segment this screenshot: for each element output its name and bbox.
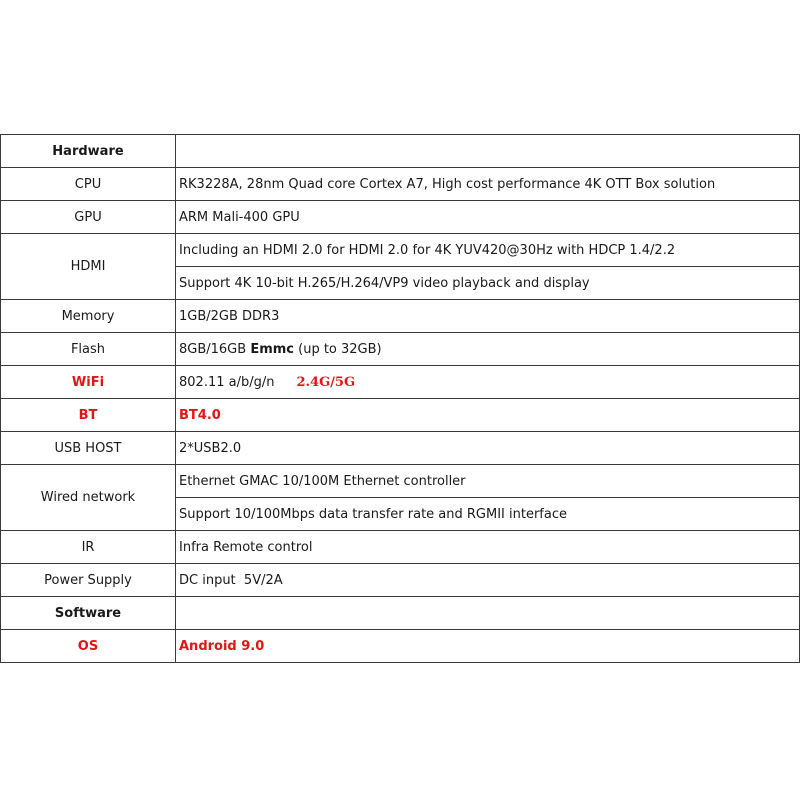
value-flash (176, 333, 800, 366)
value-hdmi-2: Support 4K 10-bit H.265/H.264/VP9 video playback and display (176, 267, 800, 300)
table-row (1, 300, 800, 333)
table-row (1, 630, 800, 663)
table-row (1, 168, 800, 201)
value-os: Android 9.0 (176, 630, 800, 663)
label-memory: Memory (1, 300, 176, 333)
wifi-standard: 802.11 a/b/g/n (179, 374, 275, 390)
label-power: Power Supply (1, 564, 176, 597)
label-cpu: CPU (1, 168, 176, 201)
value-memory: 1GB/2GB DDR3 (176, 300, 800, 333)
value-power: DC input 5V/2A (176, 564, 800, 597)
label-wired: Wired network (1, 465, 176, 531)
label-gpu: GPU (1, 201, 176, 234)
flash-size: 8GB/16GB (179, 341, 251, 357)
table-row (1, 366, 800, 399)
flash-type: Emmc (250, 341, 294, 357)
label-wifi: WiFi (1, 366, 176, 399)
flash-max: (up to 32GB) (294, 341, 382, 357)
value-usb: 2*USB2.0 (176, 432, 800, 465)
value-hdmi-1: Including an HDMI 2.0 for HDMI 2.0 for 4K YUV420@30Hz with HDCP 1.4/2.2 (176, 234, 800, 267)
label-ir: IR (1, 531, 176, 564)
section-software: Software (1, 597, 176, 630)
label-flash: Flash (1, 333, 176, 366)
section-hardware: Hardware (1, 135, 176, 168)
spec-table-container (0, 134, 800, 663)
value-wifi (176, 366, 800, 399)
label-bt: BT (1, 399, 176, 432)
value-cpu: RK3228A, 28nm Quad core Cortex A7, High cost performance 4K OTT Box solution (176, 168, 800, 201)
label-usb: USB HOST (1, 432, 176, 465)
table-row (1, 597, 800, 630)
table-row (1, 432, 800, 465)
table-row (1, 564, 800, 597)
value-bt: BT4.0 (176, 399, 800, 432)
empty-cell (176, 597, 800, 630)
label-os: OS (1, 630, 176, 663)
wifi-bands: 2.4G/5G (296, 374, 356, 390)
table-row (1, 531, 800, 564)
table-row (1, 465, 800, 498)
table-row (1, 234, 800, 267)
value-gpu: ARM Mali-400 GPU (176, 201, 800, 234)
value-ir: Infra Remote control (176, 531, 800, 564)
value-wired-2: Support 10/100Mbps data transfer rate and RGMII interface (176, 498, 800, 531)
table-row (1, 333, 800, 366)
table-row (1, 201, 800, 234)
value-wired-1: Ethernet GMAC 10/100M Ethernet controller (176, 465, 800, 498)
spec-table (0, 134, 800, 663)
empty-cell (176, 135, 800, 168)
table-row (1, 399, 800, 432)
table-row (1, 135, 800, 168)
label-hdmi: HDMI (1, 234, 176, 300)
